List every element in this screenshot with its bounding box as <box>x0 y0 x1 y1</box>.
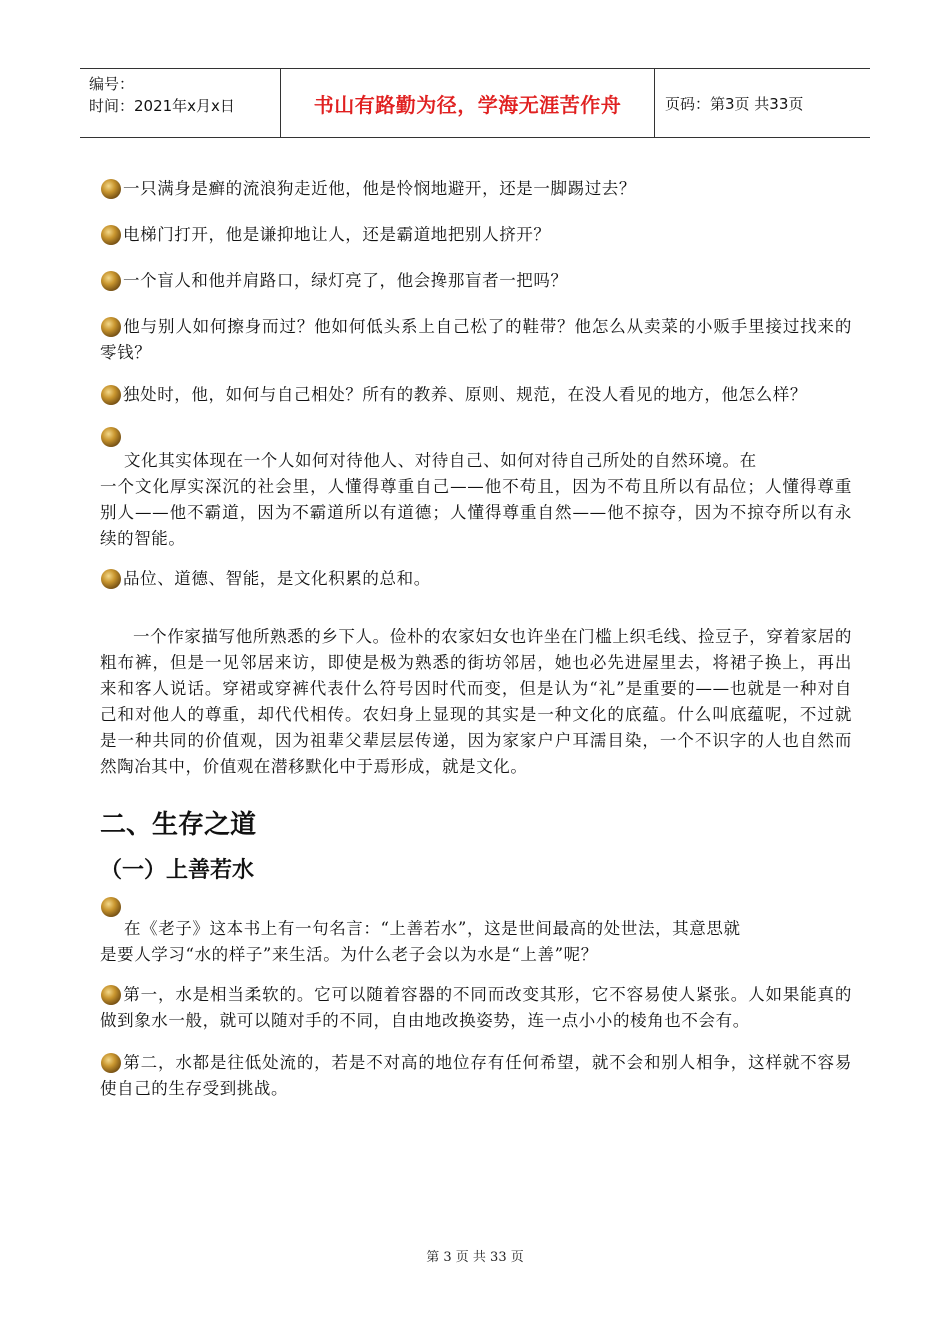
culture-lead-text: 文化其实体现在一个人如何对待他人、对待自己、如何对待自己所处的自然环境。在 <box>124 451 757 470</box>
header-meta <box>80 69 281 137</box>
gold-orb-bullet-icon <box>100 224 122 246</box>
bullet-item <box>100 176 852 202</box>
gold-orb-bullet-icon <box>100 896 122 918</box>
laozi-bullet <box>100 894 852 968</box>
gold-orb-bullet-icon <box>100 426 122 448</box>
bullet-text: 一个盲人和他并肩路口，绿灯亮了，他会搀那盲者一把吗？ <box>123 271 568 290</box>
bullet-item <box>100 268 852 294</box>
bullet-text: 一只满身是癣的流浪狗走近他，他是怜悯地避开，还是一脚踢过去？ <box>123 179 636 198</box>
bullet-item <box>100 222 852 248</box>
culture-bullet <box>100 424 852 552</box>
laozi-body-text: 是要人学习“水的样子”来生活。为什么老子会以为水是“上善”呢？ <box>100 945 598 964</box>
culture-body-text: 一个文化厚实深沉的社会里，人懂得尊重自己——他不苟且，因为不苟且所以有品位；人懂得尊重别人——他不霸道，因为不霸道所以有道德；人懂得尊重自然——他不掠夺，因为不掠夺所以有永续的智能。 <box>100 477 852 548</box>
point-bullet <box>100 982 852 1034</box>
laozi-lead-text: 在《老子》这本书上有一句名言：“上善若水”，这是世间最高的处世法，其意思就 <box>124 919 741 938</box>
summary-bullet <box>100 566 852 592</box>
gold-orb-bullet-icon <box>100 316 122 338</box>
header-page: 页码：第3页 共33页 <box>665 94 804 113</box>
header-motto: 书山有路勤为径，学海无涯苦作舟 <box>281 69 655 137</box>
bullet-item <box>100 382 852 408</box>
point-bullet <box>100 1050 852 1102</box>
page-footer: 第 3 页 共 33 页 <box>426 1250 524 1265</box>
bullet-text: 独处时，他，如何与自己相处？所有的教养、原则、规范，在没人看见的地方，他怎么样？ <box>123 385 807 404</box>
gold-orb-bullet-icon <box>100 270 122 292</box>
document-body <box>100 176 852 1118</box>
bullet-text: 品位、道德、智能，是文化积累的总和。 <box>123 569 431 588</box>
header-table <box>80 68 870 138</box>
gold-orb-bullet-icon <box>100 178 122 200</box>
gold-orb-bullet-icon <box>100 984 122 1006</box>
header-number: 编号： <box>89 75 135 93</box>
bullet-text: 电梯门打开，他是谦抑地让人，还是霸道地把别人挤开？ <box>123 225 551 244</box>
story-paragraph: 一个作家描写他所熟悉的乡下人。俭朴的农家妇女也许坐在门槛上织毛线、捡豆子，穿着家居的粗布裤，但是一见邻居来访，即使是极为熟悉的街坊邻居，她也必先进屋里去，将裙子换上，再出来和客人说话。穿裙或穿裤代表什么符号因时代而变，但是认为“礼”是重要的——也就是一种对自己和对他人的尊重，却代代相传。农妇身上显现的其实是一种文化的底蕴。什么叫底蕴呢，不过就是一种共同的价值观，因为祖辈父辈层层传递，因为家家户户耳濡目染，一个不识字的人也自然而然陶冶其中，价值观在潜移默化中于焉形成，就是文化。 <box>100 627 852 776</box>
bullet-text: 他与别人如何擦身而过？他如何低头系上自己松了的鞋带？他怎么从卖菜的小贩手里接过找来的零钱？ <box>100 317 852 362</box>
bullet-item <box>100 314 852 366</box>
gold-orb-bullet-icon <box>100 568 122 590</box>
bullet-text: 第二，水都是往低处流的，若是不对高的地位存有任何希望，就不会和别人相争，这样就不容易使自己的生存受到挑战。 <box>100 1053 852 1098</box>
bullet-text: 第一，水是相当柔软的。它可以随着容器的不同而改变其形，它不容易使人紧张。人如果能真的做到象水一般，就可以随对手的不同，自由地改换姿势，连一点小小的棱角也不会有。 <box>100 985 852 1030</box>
gold-orb-bullet-icon <box>100 1052 122 1074</box>
section-title: 二、生存之道 <box>100 810 257 840</box>
subsection-title: （一）上善若水 <box>100 858 255 883</box>
gold-orb-bullet-icon <box>100 384 122 406</box>
header-time: 时间：2021年x月x日 <box>89 97 235 115</box>
